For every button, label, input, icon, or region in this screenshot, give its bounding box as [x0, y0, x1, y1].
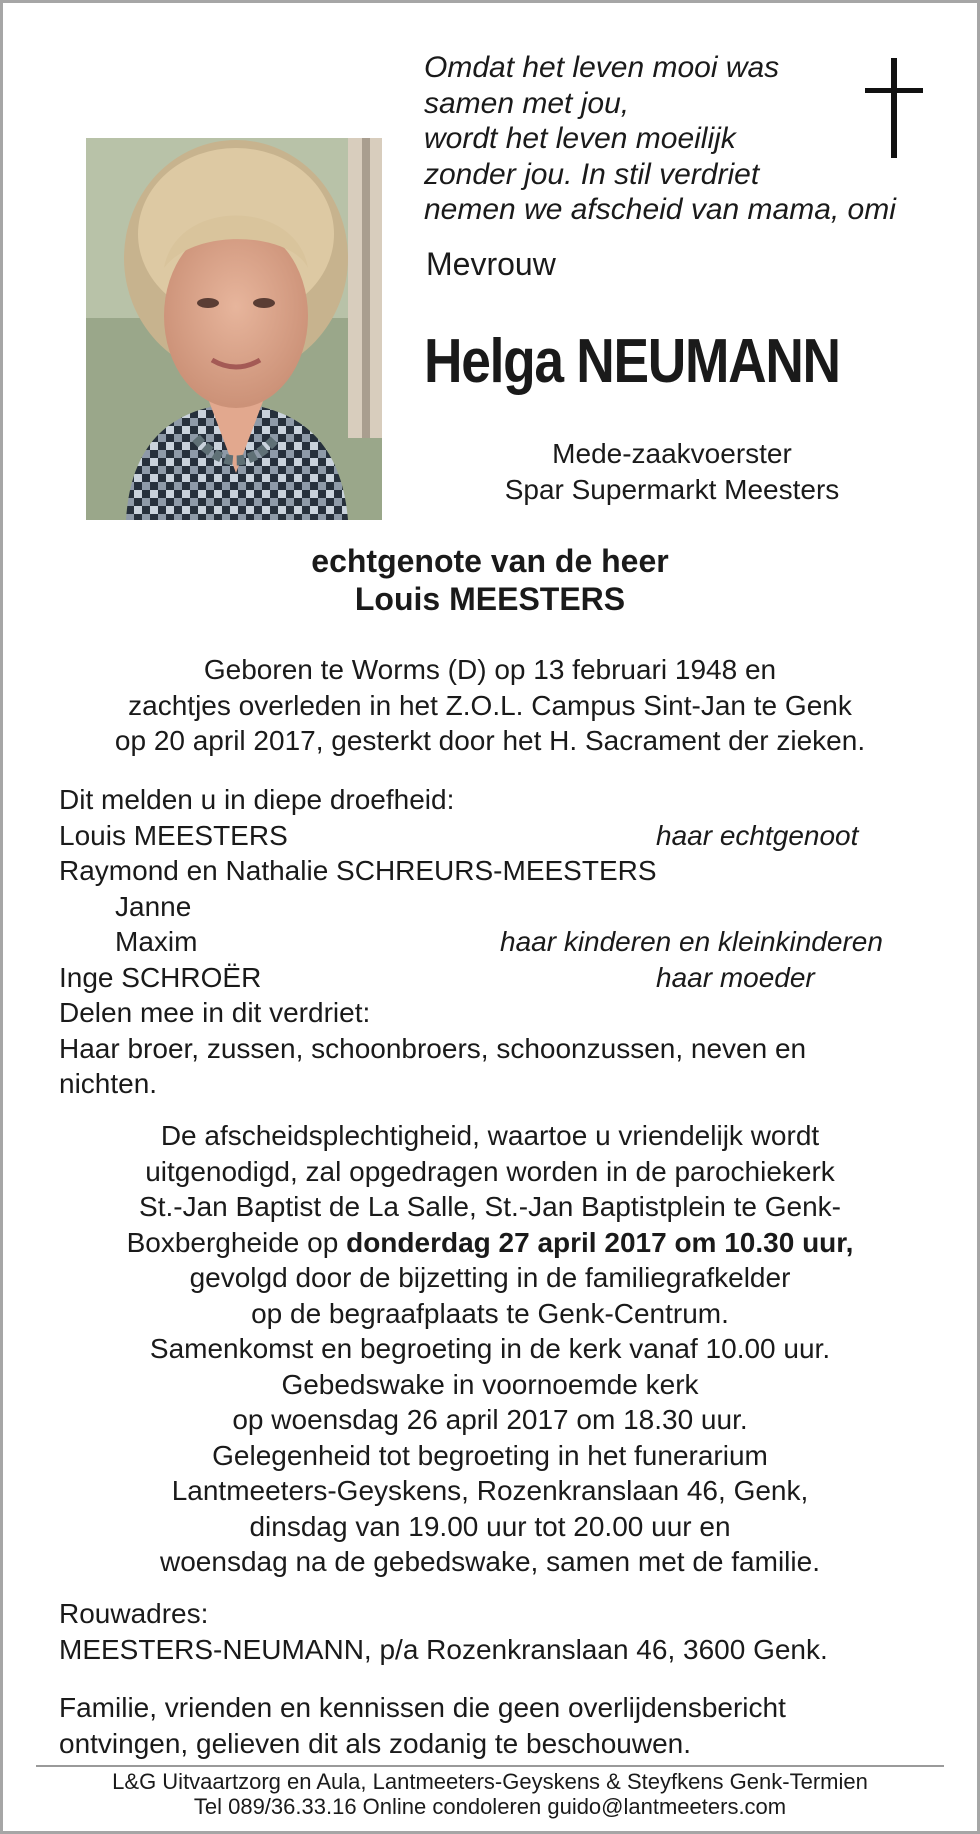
notice-line: Familie, vrienden en kennissen die geen overlijdensbericht: [59, 1692, 786, 1723]
poem-line: nemen we afscheid van mama, omi: [424, 193, 896, 226]
share-line: Haar broer, zussen, schoonbroers, schoonzussen, neven en: [59, 1032, 807, 1064]
family-intro: Dit melden u in diepe droefheid:: [59, 784, 455, 815]
birth-line: Geboren te Worms (D) op 13 februari 1948 en: [203, 654, 777, 685]
notice-line: ontvingen, gelieven dit als zodanig te beschouwen.: [59, 1727, 691, 1759]
deceased-role: [424, 436, 920, 508]
member-name: Louis MEESTERS: [59, 819, 288, 851]
footer-divider: [36, 1765, 944, 1767]
member-relation: haar moeder: [656, 961, 815, 993]
member-name: Raymond en Nathalie SCHREURS-MEESTERS: [59, 855, 657, 886]
spouse-line: echtgenote van de heer: [311, 543, 669, 579]
funeral-line: Samenkomst en begroeting in de kerk vanaf 10.00 uur.: [149, 1333, 831, 1364]
notice-text: [59, 1690, 786, 1761]
funeral-line: uitgenodigd, zal opgedragen worden in de parochiekerk: [145, 1155, 835, 1187]
cross-icon: [865, 58, 923, 158]
salutation: Mevrouw: [426, 246, 556, 282]
family-member: [59, 924, 939, 960]
deceased-name: Helga NEUMANN: [424, 327, 840, 396]
footer-line: L&G Uitvaartzorg en Aula, Lantmeeters-Geyskens & Steyfkens Genk-Termien: [112, 1769, 868, 1794]
member-name: Janne: [115, 890, 192, 922]
funeral-line: [0, 1225, 980, 1261]
portrait-photo: [86, 138, 382, 520]
mourning-address: [59, 1596, 828, 1667]
birth-line: op 20 april 2017, gesterkt door het H. Sacrament der zieken.: [114, 725, 866, 756]
funeral-line: De afscheidsplechtigheid, waartoe u vriendelijk wordt: [160, 1120, 820, 1151]
funeral-line: woensdag na de gebedswake, samen met de familie.: [160, 1546, 820, 1577]
family-member: [59, 960, 939, 996]
footer-line: Tel 089/36.33.16 Online condoleren guido@lantmeeters.com: [193, 1794, 787, 1819]
address-label: Rouwadres:: [59, 1598, 209, 1629]
poem-line: zonder jou. In stil verdriet: [424, 157, 760, 191]
funeral-line: St.-Jan Baptist de La Salle, St.-Jan Baptistplein te Genk-: [139, 1191, 841, 1222]
undertaker-footer: [0, 1769, 980, 1819]
birth-death-text: [0, 652, 980, 759]
funeral-line: dinsdag van 19.00 uur tot 20.00 uur en: [249, 1510, 731, 1542]
poem-line: samen met jou,: [424, 86, 630, 120]
role-line: Mede-zaakvoerster: [552, 438, 792, 469]
member-name: Inge SCHROËR: [59, 961, 262, 993]
member-name: Maxim: [115, 926, 198, 957]
poem-line: Omdat het leven mooi was: [424, 51, 780, 84]
family-member: [59, 818, 939, 854]
family-list: [59, 782, 939, 1102]
funeral-date-time: donderdag 27 april 2017 om 10.30 uur,: [346, 1226, 854, 1258]
birth-line: zachtjes overleden in het Z.O.L. Campus Sint-Jan te Genk: [128, 689, 852, 721]
funeral-line: op woensdag 26 april 2017 om 18.30 uur.: [232, 1404, 748, 1435]
funeral-line: gevolgd door de bijzetting in de familiegrafkelder: [189, 1262, 791, 1293]
funeral-line: Gebedswake in voornoemde kerk: [281, 1368, 699, 1400]
funeral-line: Gelegenheid tot begroeting in het funerarium: [212, 1439, 768, 1471]
share-intro: Delen mee in dit verdriet:: [59, 997, 371, 1028]
poem-line: wordt het leven moeilijk: [424, 122, 736, 155]
family-member: [59, 853, 939, 889]
family-member: [59, 889, 939, 925]
spouse-block: [0, 542, 980, 618]
funeral-details: [0, 1118, 980, 1580]
member-relation: haar kinderen en kleinkinderen: [500, 926, 883, 957]
funeral-line-prefix: Boxbergheide op: [126, 1226, 347, 1258]
funeral-line: Lantmeeters-Geyskens, Rozenkranslaan 46, Genk,: [171, 1475, 809, 1506]
spouse-name: Louis MEESTERS: [354, 581, 626, 617]
funeral-line: op de begraafplaats te Genk-Centrum.: [251, 1297, 729, 1329]
share-line: nichten.: [59, 1068, 158, 1099]
member-relation: haar echtgenoot: [656, 819, 859, 851]
role-line: Spar Supermarkt Meesters: [504, 474, 840, 505]
address-value: MEESTERS-NEUMANN, p/a Rozenkranslaan 46, 3600 Genk.: [59, 1633, 828, 1665]
